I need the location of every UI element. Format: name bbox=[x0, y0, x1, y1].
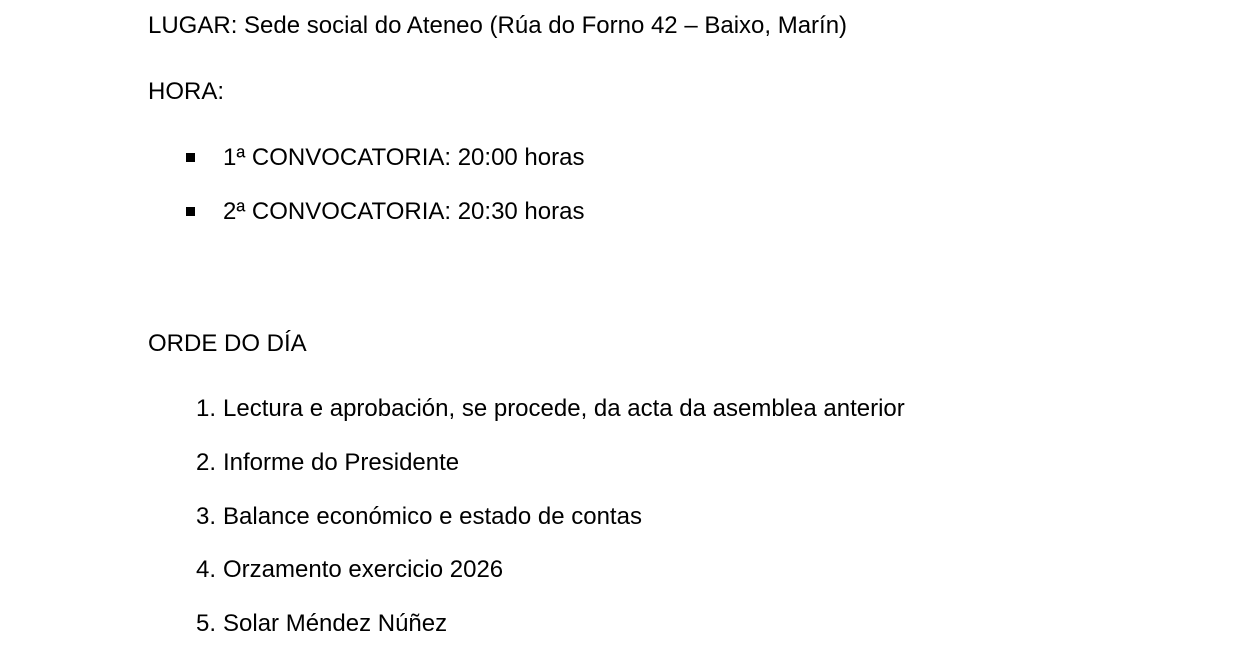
item-number: 2. bbox=[195, 449, 216, 476]
session-text: 2ª CONVOCATORIA: 20:30 horas bbox=[223, 198, 585, 225]
item-number: 5. bbox=[195, 610, 216, 637]
session-text: 1ª CONVOCATORIA: 20:00 horas bbox=[223, 144, 585, 171]
item-text: Balance económico e estado de contas bbox=[223, 503, 642, 530]
item-text: Informe do Presidente bbox=[223, 449, 460, 476]
item-number: 4. bbox=[195, 556, 216, 583]
item-number: 1. bbox=[195, 395, 216, 422]
square-bullet-icon bbox=[186, 207, 195, 216]
agenda-heading: ORDE DO DÍA bbox=[148, 330, 307, 357]
item-text: Orzamento exercicio 2026 bbox=[223, 556, 504, 583]
square-bullet-icon bbox=[186, 153, 195, 162]
item-text: Solar Méndez Núñez bbox=[223, 610, 448, 637]
item-number: 3. bbox=[195, 503, 216, 530]
time-heading: HORA: bbox=[148, 78, 225, 105]
place-line: LUGAR: Sede social do Ateneo (Rúa do Forno 42 – Baixo, Marín) bbox=[148, 12, 848, 39]
item-text: Lectura e aprobación, se procede, da acta da asemblea anterior bbox=[223, 395, 905, 422]
